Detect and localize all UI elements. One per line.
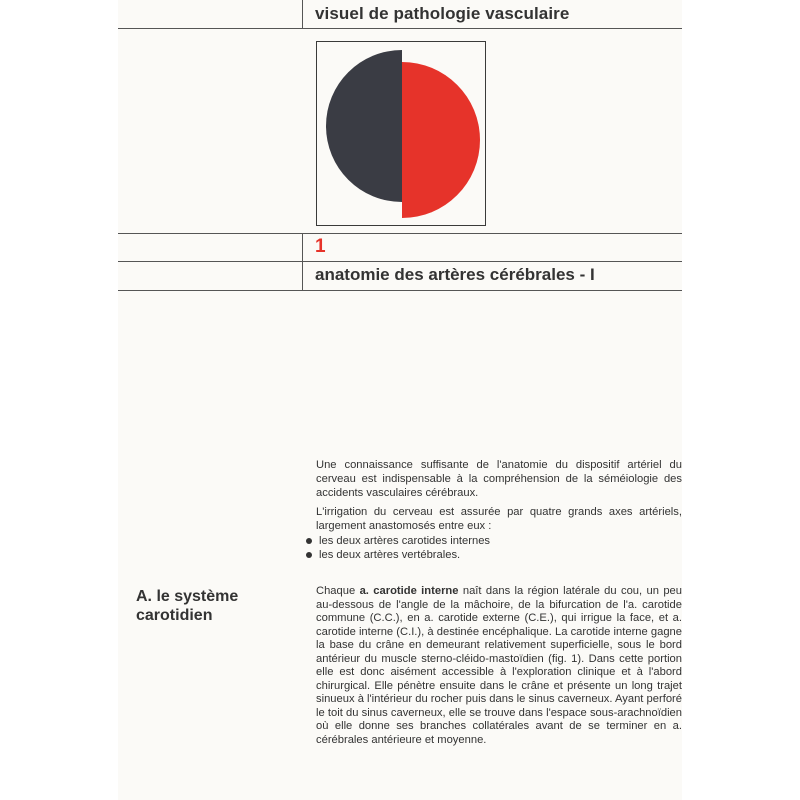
chapter-rule-top	[118, 233, 682, 234]
split-circle-logo	[317, 42, 487, 227]
list-item-text: les deux artères vertébrales.	[319, 549, 461, 561]
series-title: visuel de pathologie vasculaire	[315, 4, 570, 23]
intro-text	[316, 458, 682, 562]
intro-paragraph: L'irrigation du cerveau est assurée par quatre grands axes artériels, largement anastomosés entre eux :	[316, 506, 682, 532]
section-body-lead: Chaque	[316, 585, 360, 597]
artery-list	[316, 534, 682, 562]
logo-frame	[316, 41, 486, 226]
section-body-rest: naît dans la région latérale du cou, un peu au-dessous de l'angle de la mâchoire, de la bifurcation de l'a. carotide commune (C.C.), en a. carotide externe (C.E.), qui irrigue la face, et a. carotide interne (C.I.), à destinée encéphalique. La carotide interne gagne la base du crâne en demeurant relativement superficielle, sous le bord antérieur du muscle sterno-cléido-mastoïdien (fig. 1). Dans cette portion elle est donc aisément accessible à l'exploration clinique et à l'abord chirurgical. Elle pénètre ensuite dans le crâne et présente un long trajet sinueux à l'intérieur du rocher puis dans le sinus caverneux. Ayant perforé le toit du sinus caverneux, elle se trouve dans l'espace sous-arachnoïdien où elle donne ses branches collatérales avant de se terminer en a. cérébrales antérieure et moyenne.	[316, 585, 682, 746]
header-rule	[118, 28, 682, 29]
section-body	[316, 585, 682, 747]
chapter-rule-bottom	[118, 290, 682, 291]
list-item	[316, 534, 682, 548]
section-title: A. le système carotidien	[136, 588, 239, 624]
logo-right-half	[402, 62, 480, 218]
list-item-text: les deux artères carotides internes	[319, 535, 491, 547]
bullet-icon	[306, 538, 312, 544]
header-divider	[302, 0, 303, 28]
bullet-icon	[306, 552, 312, 558]
chapter-divider	[302, 233, 303, 290]
section-body-bold: a. carotide interne	[359, 585, 459, 597]
list-item	[316, 548, 682, 562]
chapter-rule-middle	[118, 261, 682, 262]
chapter-number: 1	[315, 236, 326, 257]
logo-left-half	[326, 50, 402, 202]
intro-paragraph: Une connaissance suffisante de l'anatomie du dispositif artériel du cerveau est indispensable à la compréhension de la séméiologie des accidents vasculaires cérébraux.	[316, 459, 682, 499]
chapter-title: anatomie des artères cérébrales - I	[315, 265, 595, 284]
